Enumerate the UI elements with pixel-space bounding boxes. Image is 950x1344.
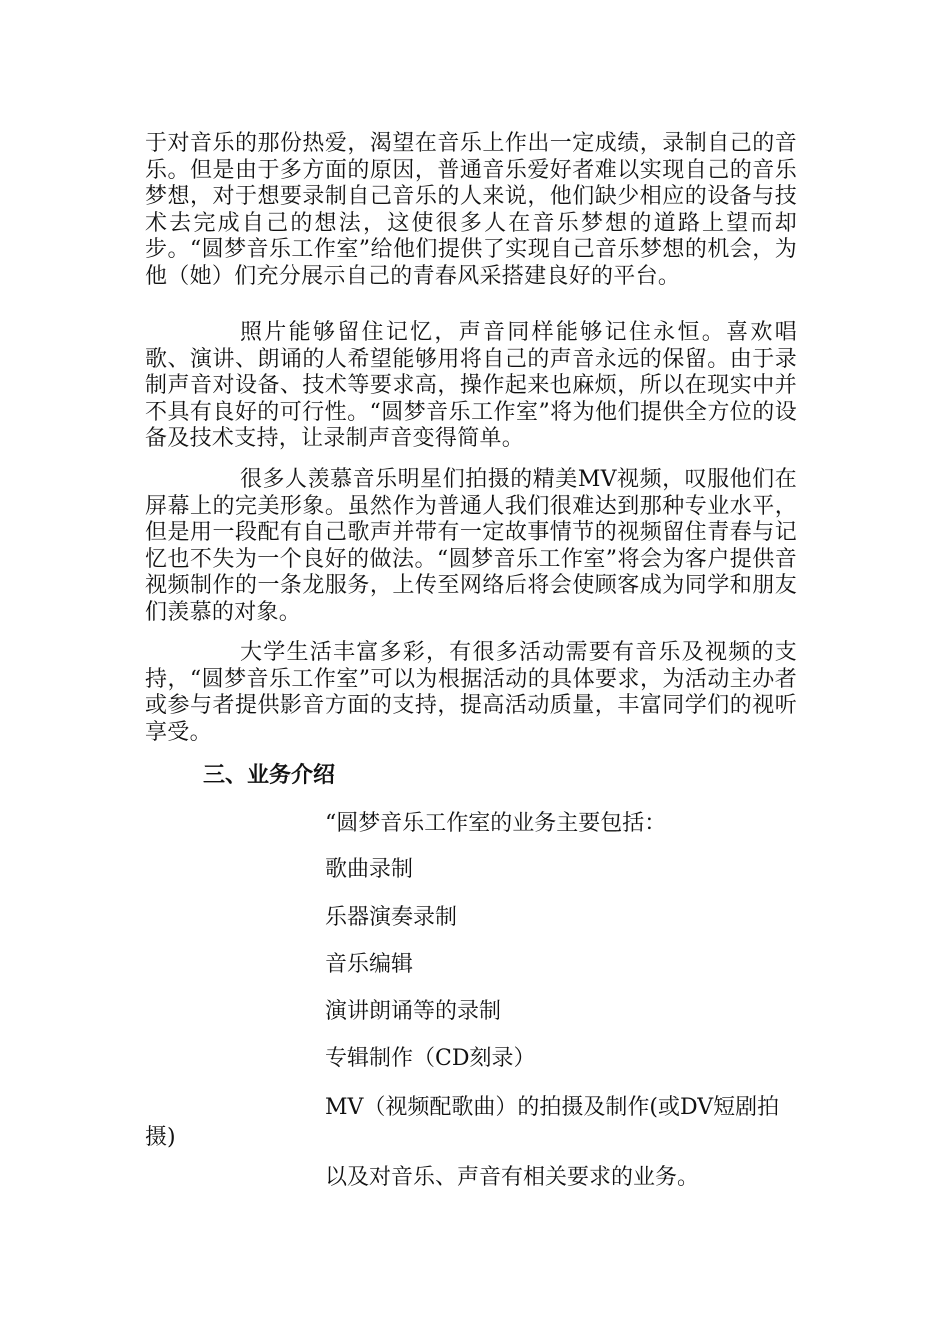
paragraph-voice-recording: 照片能够留住记忆，声音同样能够记住永恒。喜欢唱歌、演讲、朗诵的人希望能够用将自己的声音永远的保留。由于录制声音对设备、技术等要求高，操作起来也麻烦，所以在现实中并不具有良好的可行性。“圆梦音乐工作室”将为他们提供全方位的设备及技术支持，让录制声音变得简单。 [145, 320, 797, 451]
paragraph-mv-video: 很多人羡慕音乐明星们拍摄的精美MV视频，叹服他们在屏幕上的完美形象。虽然作为普通人我们很难达到那种专业水平，但是用一段配有自己歌声并带有一定故事情节的视频留住青春与记忆也不失为一个良好的做法。“圆梦音乐工作室”将会为客户提供音视频制作的一条龙服务，上传至网络后将会使顾客成为同学和朋友们羡慕的对象。 [145, 467, 797, 625]
business-item-album-production: 专辑制作（CD刻录） [325, 1046, 536, 1071]
paragraph-campus-activities: 大学生活丰富多彩，有很多活动需要有音乐及视频的支持，“圆梦音乐工作室”可以为根据活动的具体要求，为活动主办者或参与者提供影音方面的支持，提高活动质量，丰富同学们的视听享受。 [145, 640, 797, 745]
section-heading-business: 三、业务介绍 [203, 763, 336, 788]
business-item-speech-recording: 演讲朗诵等的录制 [325, 999, 502, 1024]
business-item-mv-production: MV（视频配歌曲）的拍摄及制作(或DV短剧拍摄) [145, 1095, 780, 1150]
business-item-other-services: 以及对音乐、声音有相关要求的业务。 [325, 1165, 700, 1190]
paragraph-music-dream: 于对音乐的那份热爱，渴望在音乐上作出一定成绩，录制自己的音乐。但是由于多方面的原因，普通音乐爱好者难以实现自己的音乐梦想，对于想要录制自己音乐的人来说，他们缺少相应的设备与技术去完成自己的想法，这使很多人在音乐梦想的道路上望而却步。“圆梦音乐工作室”给他们提供了实现自己音乐梦想的机会，为他（她）们充分展示自己的青春风采搭建良好的平台。 [145, 131, 797, 289]
business-item-instrument-recording: 乐器演奏录制 [325, 905, 458, 930]
business-item-music-editing: 音乐编辑 [325, 952, 414, 977]
business-item-song-recording: 歌曲录制 [325, 857, 414, 882]
business-intro: “圆梦音乐工作室的业务主要包括： [325, 811, 667, 836]
